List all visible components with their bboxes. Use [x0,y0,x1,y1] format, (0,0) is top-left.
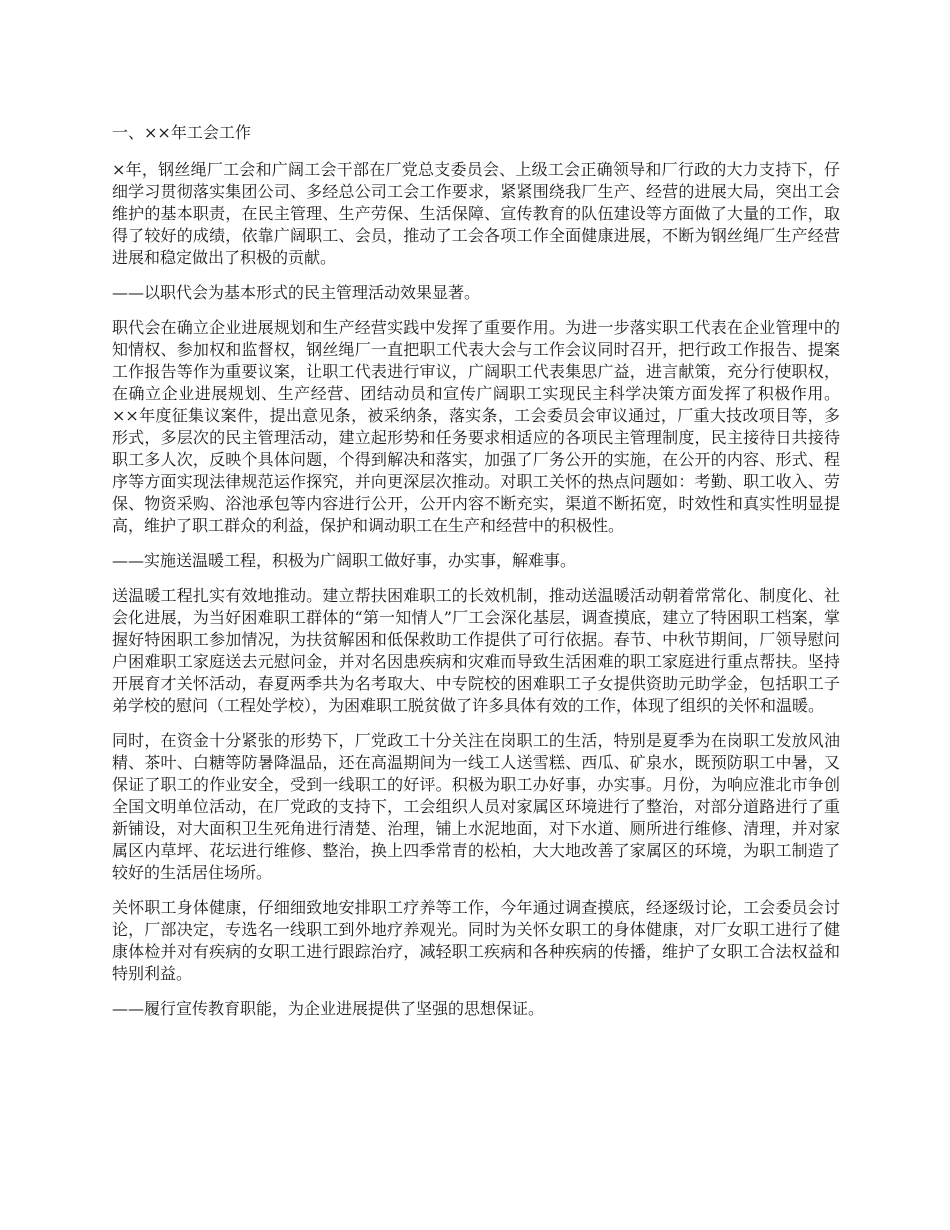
subheading-democratic-management: ——以职代会为基本形式的民主管理活动效果显著。 [112,283,481,302]
subheading-publicity-education: ——履行宣传教育职能，为企业进展提供了坚强的思想保证。 [112,999,545,1018]
document-body [112,122,840,1033]
section-heading: 一、××年工会工作 [112,123,251,142]
paragraph-democratic-management: 职代会在确立企业进展规划和生产经营实践中发挥了重要作用。为进一步落实职工代表在企业管理中的知情权、参加权和监督权，钢丝绳厂一直把职工代表大会与工作会议同时召开，把行政工作报告、提案工作报告等作为重要议案，让职工代表进行审议，广阔职工代表集思广益，进言献策，充分行使职权，在确立企业进展规划、生产经营、团结动员和宣传广阔职工实现民主科学决策方面发挥了积极作用。××年度征集议案件，提出意见条，被采纳条，落实条，工会委员会审议通过，厂重大技改项目等，多形式，多层次的民主管理活动，建立起形势和任务要求相适应的各项民主管理制度，民主接待日共接待职工多人次，反映个具体问题，个得到解决和落实，加强了厂务公开的实施，在公开的内容、形式、程序等方面实现法律规范运作探究，并向更深层次推动。对职工关怀的热点问题如：考勤、职工收入、劳保、物资采购、浴池承包等内容进行公开，公开内容不断充实，渠道不断拓宽，时效性和真实性明显提高，维护了职工群众的利益，保护和调动职工在生产和经营中的积极性。 [112,318,840,535]
paragraph-warmth-project: 送温暖工程扎实有效地推动。建立帮扶困难职工的长效机制，推动送温暖活动朝着常常化、制度化、社会化进展，为当好困难职工群体的“第一知情人”厂工会深化基层，调查摸底，建立了特困职工档案，掌握好特困职工参加情况，为扶贫解困和低保救助工作提供了可行依据。春节、中秋节期间，厂领导慰问户困难职工家庭送去元慰问金，并对名因患疾病和灾难而导致生活困难的职工家庭进行重点帮扶。坚持开展育才关怀活动，春夏两季共为名考取大、中专院校的困难职工子女提供资助元助学金，包括职工子弟学校的慰问（工程处学校），为困难职工脱贫做了许多具体有效的工作，体现了组织的关怀和温暖。 [112,586,840,715]
paragraph-intro: ×年，钢丝绳厂工会和广阔工会干部在厂党总支委员会、上级工会正确领导和厂行政的大力支持下，仔细学习贯彻落实集团公司、多经总公司工会工作要求，紧紧围绕我厂生产、经营的进展大局，突出工会维护的基本职责，在民主管理、生产劳保、生活保障、宣传教育的队伍建设等方面做了大量的工作，取得了较好的成绩，依靠广阔职工、会员，推动了工会各项工作全面健康进展，不断为钢丝绳厂生产经营进展和稳定做出了积极的贡献。 [112,160,840,267]
subheading-warmth-project: ——实施送温暖工程，积极为广阔职工做好事，办实事，解难事。 [112,551,577,570]
paragraph-health-care: 关怀职工身体健康，仔细细致地安排职工疗养等工作，今年通过调查摸底，经逐级讨论，工会委员会讨论，厂部决定，专选名一线职工到外地疗养观光。同时为关怀女职工的身体健康，对厂女职工进行了健康体检并对有疾病的女职工进行跟踪治疗，减轻职工疾病和各种疾病的传播，维护了女职工合法权益和特别利益。 [112,898,840,983]
paragraph-summer-care: 同时，在资金十分紧张的形势下，厂党政工十分关注在岗职工的生活，特别是夏季为在岗职工发放风油精、茶叶、白糖等防暑降温品，还在高温期间为一线工人送雪糕、西瓜、矿泉水，既预防职工中暑，又保证了职工的作业安全，受到一线职工的好评。积极为职工办好事，办实事。月份，为响应淮北市争创全国文明单位活动，在厂党政的支持下，工会组织人员对家属区环境进行了整治，对部分道路进行了重新铺设，对大面积卫生死角进行清楚、治理，铺上水泥地面，对下水道、厕所进行维修、清理，并对家属区内草坪、花坛进行维修、整治，换上四季常青的松柏，大大地改善了家属区的环境，为职工制造了较好的生活居住场所。 [112,731,840,882]
